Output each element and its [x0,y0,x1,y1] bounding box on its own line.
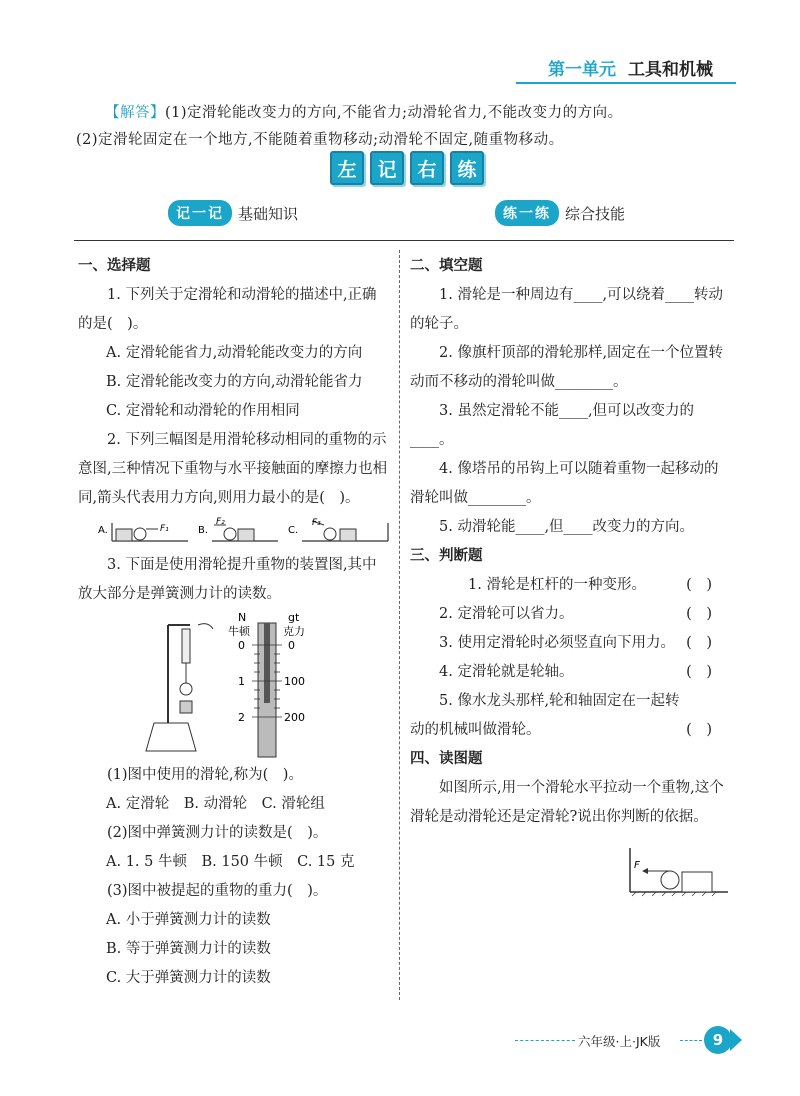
question-2-figure [98,517,398,547]
pulley-wheel [134,528,146,540]
scale-n-name: 牛顿 [228,625,250,638]
judge-answer-paren: ( ) [686,635,712,651]
footer-rule [680,1040,702,1041]
read-question: 如图所示,用一个滑轮水平拉动一个重物,这个滑轮是动滑轮还是定滑轮?说出你判断的依据。 [410,780,724,825]
question-3-part-3-option-a: A. 小于弹簧测力计的读数 [106,912,271,928]
question-1-option-a: A. 定滑轮能省力,动滑轮能改变力的方向 [106,345,363,361]
question-3-part-3-option-c: C. 大于弹簧测力计的读数 [106,970,271,986]
question-3-part-3-option-b: B. 等于弹簧测力计的读数 [106,941,271,957]
fill-question-3: 3. 虽然定滑轮不能____,但可以改变力的____。 [410,403,695,448]
scale-g-tick: 100 [284,675,305,688]
scale-n-unit: N [238,611,247,624]
judge-row [410,658,726,687]
hand-outline [198,624,213,629]
page-arrow-icon [730,1029,742,1051]
unit-title: 工具和机械 [628,60,713,80]
scale-n-tick: 2 [238,711,245,724]
pulley-wheel [180,683,192,695]
pulley-wheel [224,528,236,540]
weight-box [180,701,192,713]
judge-answer-paren: ( ) [686,577,712,593]
scale-pointer [264,623,270,703]
left-badge-text: 基础知识 [238,204,299,223]
weight-box [682,872,712,892]
banner-char: 左 [330,151,364,185]
question-3-part-2-options: A. 1. 5 牛顿 B. 150 牛顿 C. 15 克 [106,854,355,870]
judge-row [410,716,726,745]
question-3-figure [78,611,378,759]
top-divider [74,240,734,241]
unit-label: 第一单元 [548,60,616,80]
section-choice-title: 一、选择题 [78,258,151,274]
judge-answer-paren: ( ) [686,664,712,680]
banner-char: 记 [370,151,404,185]
judge-row [410,600,726,629]
question-1-option-c: C. 定滑轮和动滑轮的作用相同 [106,403,300,419]
left-column [78,252,388,993]
weight-box [340,529,356,541]
grade-label: 六年级·上·JK版 [578,1034,661,1049]
section-judge-title: 三、判断题 [410,548,483,564]
page-number: 9 [704,1026,732,1054]
judge-row [410,629,726,658]
judge-question-3: 3. 使用定滑轮时必须竖直向下用力。 [439,635,675,651]
answer-line-2: (2)定滑轮固定在一个地方,不能随着重物移动;动滑轮不固定,随重物移动。 [76,132,564,148]
stand-base [146,723,196,751]
right-column [410,252,726,898]
pulley-wheel [324,528,336,540]
right-badge [495,200,625,226]
judge-question-4: 4. 定滑轮就是轮轴。 [439,664,574,680]
weight-box [116,529,132,541]
section-read-title: 四、读图题 [410,751,483,767]
banner-char: 右 [410,151,444,185]
answer-block [76,100,736,154]
question-3-part-3: (3)图中被提起的重物的重力( )。 [107,883,328,899]
weight-box [238,529,254,541]
answer-line-1: (1)定滑轮能改变力的方向,不能省力;动滑轮省力,不能改变力的方向。 [165,105,623,121]
question-3-part-1: (1)图中使用的滑轮,称为( )。 [107,767,303,783]
scale-n-tick: 1 [238,675,245,688]
left-badge [168,200,298,226]
answer-label: 【解答】 [105,105,165,121]
judge-row [410,571,726,600]
read-question-figure [620,846,730,898]
question-1: 1. 下列关于定滑轮和动滑轮的描述中,正确的是( )。 [78,287,377,332]
section-fill-title: 二、填空题 [410,258,483,274]
right-badge-pill: 练一练 [495,200,559,226]
question-3-part-2: (2)图中弹簧测力计的读数是( )。 [107,825,328,841]
judge-answer-paren: ( ) [686,722,712,738]
header-rule [516,82,736,84]
judge-question-5: 5. 像水龙头那样,轮和轴固定在一起转 [439,693,680,709]
footer-rule [515,1040,575,1041]
force-label: F₂ [216,517,225,527]
scale-g-tick: 200 [284,711,305,724]
scale-g-unit: gt [288,611,300,624]
question-2: 2. 下列三幅图是用滑轮移动相同的重物的示意图,三种情况下重物与水平接触面的摩擦力也相同,箭头代表用力方向,则用力最小的是( )。 [78,432,388,506]
pulley-wheel [661,871,679,889]
judge-question-2: 2. 定滑轮可以省力。 [439,606,574,622]
fill-question-4: 4. 像塔吊的吊钩上可以随着重物一起移动的滑轮叫做________。 [410,461,719,506]
fill-question-1: 1. 滑轮是一种周边有____,可以绕着____转动的轮子。 [410,287,724,332]
scale-g-tick: 0 [288,639,295,652]
banner-char: 练 [450,151,484,185]
left-badge-pill: 记一记 [168,200,232,226]
fill-question-5: 5. 动滑轮能____,但____改变力的方向。 [439,519,695,535]
arrow-head [642,868,648,874]
right-badge-text: 综合技能 [565,204,626,223]
force-label: F₁ [160,524,169,534]
scale-n-tick: 0 [238,639,245,652]
spring-scale [182,629,190,663]
column-divider [399,250,400,1000]
judge-question-1: 1. 滑轮是杠杆的一种变形。 [468,577,646,593]
scale-g-name: 克力 [283,625,305,638]
force-label: F [634,860,640,871]
force-label: F₃ [312,518,321,528]
figure-label-b: B. [198,525,209,536]
question-3: 3. 下面是使用滑轮提升重物的装置图,其中放大部分是弹簧测力计的读数。 [78,557,377,602]
judge-question-5-cont: 动的机械叫做滑轮。 [410,722,541,738]
figure-label-c: C. [288,525,299,536]
fill-question-2: 2. 像旗杆顶部的滑轮那样,固定在一个位置转动而不移动的滑轮叫做________。 [410,345,724,390]
question-3-part-1-options: A. 定滑轮 B. 动滑轮 C. 滑轮组 [106,796,325,812]
judge-answer-paren: ( ) [686,606,712,622]
question-1-option-b: B. 定滑轮能改变力的方向,动滑轮能省力 [106,374,363,390]
figure-label-a: A. [98,525,108,536]
section-banner [330,151,484,185]
